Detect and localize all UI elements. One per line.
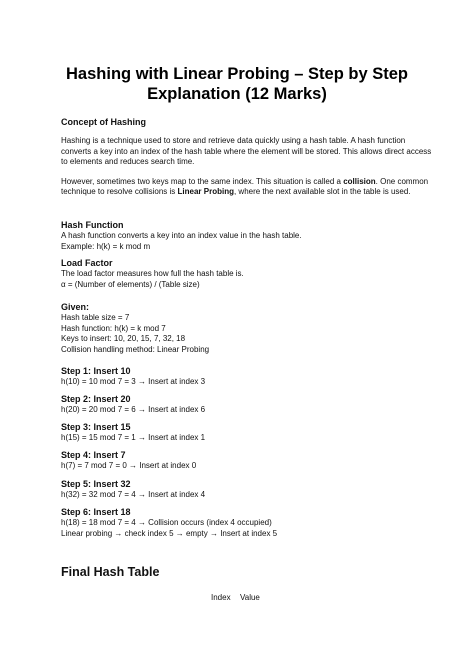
given-line: Hash table size = 7 <box>61 313 130 322</box>
step-1 <box>61 366 434 388</box>
concept-paragraph-2 <box>61 177 434 198</box>
hash-function-line-1: A hash function converts a key into an index value in the hash table. <box>61 231 302 240</box>
step-line: h(20) = 20 mod 7 = 6 → Insert at index 6 <box>61 405 206 414</box>
title-line-1: Hashing with Linear Probing – Step by Step <box>66 65 408 83</box>
table-header-index: Index <box>211 593 231 602</box>
step-line: h(15) = 15 mod 7 = 1 → Insert at index 1 <box>61 433 206 442</box>
step-line: h(32) = 32 mod 7 = 4 → Insert at index 4 <box>61 490 206 499</box>
hash-function-line-2: Example: h(k) = k mod m <box>61 241 151 251</box>
concept-para2-mid: . One common technique to resolve collisions is <box>61 176 429 197</box>
step-4 <box>61 450 434 472</box>
step-heading: Step 1: Insert 10 <box>61 366 131 376</box>
step-5 <box>61 479 434 501</box>
title-line-2: Explanation (12 Marks) <box>147 85 327 103</box>
given-line: Collision handling method: Linear Probing <box>61 344 210 354</box>
concept-para2-post: , where the next available slot in the table is used. <box>233 187 411 197</box>
given-section <box>61 302 434 355</box>
step-6 <box>61 507 434 539</box>
concept-para2-pre: However, sometimes two keys map to the same index. This situation is called a <box>61 176 344 186</box>
step-line: h(18) = 18 mod 7 = 4 → Collision occurs (index 4 occupied) <box>61 518 272 527</box>
table-header-value: Value <box>240 593 260 602</box>
step-3 <box>61 422 434 444</box>
final-hash-table-heading: Final Hash Table <box>61 565 160 579</box>
document-title <box>30 64 444 104</box>
load-factor-line-2: α = (Number of elements) / (Table size) <box>61 279 200 289</box>
collision-term: collision <box>343 176 376 186</box>
step-heading: Step 4: Insert 7 <box>61 450 126 460</box>
given-line: Hash function: h(k) = k mod 7 <box>61 323 166 333</box>
step-heading: Step 2: Insert 20 <box>61 394 131 404</box>
load-factor-line-1: The load factor measures how full the hash table is. <box>61 269 244 278</box>
load-factor-section <box>61 258 434 290</box>
concept-section <box>61 117 434 198</box>
step-line: h(10) = 10 mod 7 = 3 → Insert at index 3 <box>61 377 206 386</box>
step-heading: Step 5: Insert 32 <box>61 479 131 489</box>
step-heading: Step 6: Insert 18 <box>61 507 131 517</box>
linear-probing-term: Linear Probing <box>177 187 234 197</box>
load-factor-heading: Load Factor <box>61 258 113 268</box>
step-heading: Step 3: Insert 15 <box>61 422 131 432</box>
step-line: Linear probing → check index 5 → empty → Insert at index 5 <box>61 528 278 538</box>
hash-function-section <box>61 220 434 252</box>
concept-heading: Concept of Hashing <box>61 117 146 127</box>
given-line: Keys to insert: 10, 20, 15, 7, 32, 18 <box>61 334 186 343</box>
step-2 <box>61 394 434 416</box>
concept-paragraph-1: Hashing is a technique used to store and retrieve data quickly using a hash table. A hash function converts a key into an index of the hash table where the element will be stored. This allows direct access to elements and reduces search time. <box>61 136 432 167</box>
hash-function-heading: Hash Function <box>61 220 124 230</box>
given-heading: Given: <box>61 302 90 312</box>
step-line: h(7) = 7 mod 7 = 0 → Insert at index 0 <box>61 461 197 470</box>
